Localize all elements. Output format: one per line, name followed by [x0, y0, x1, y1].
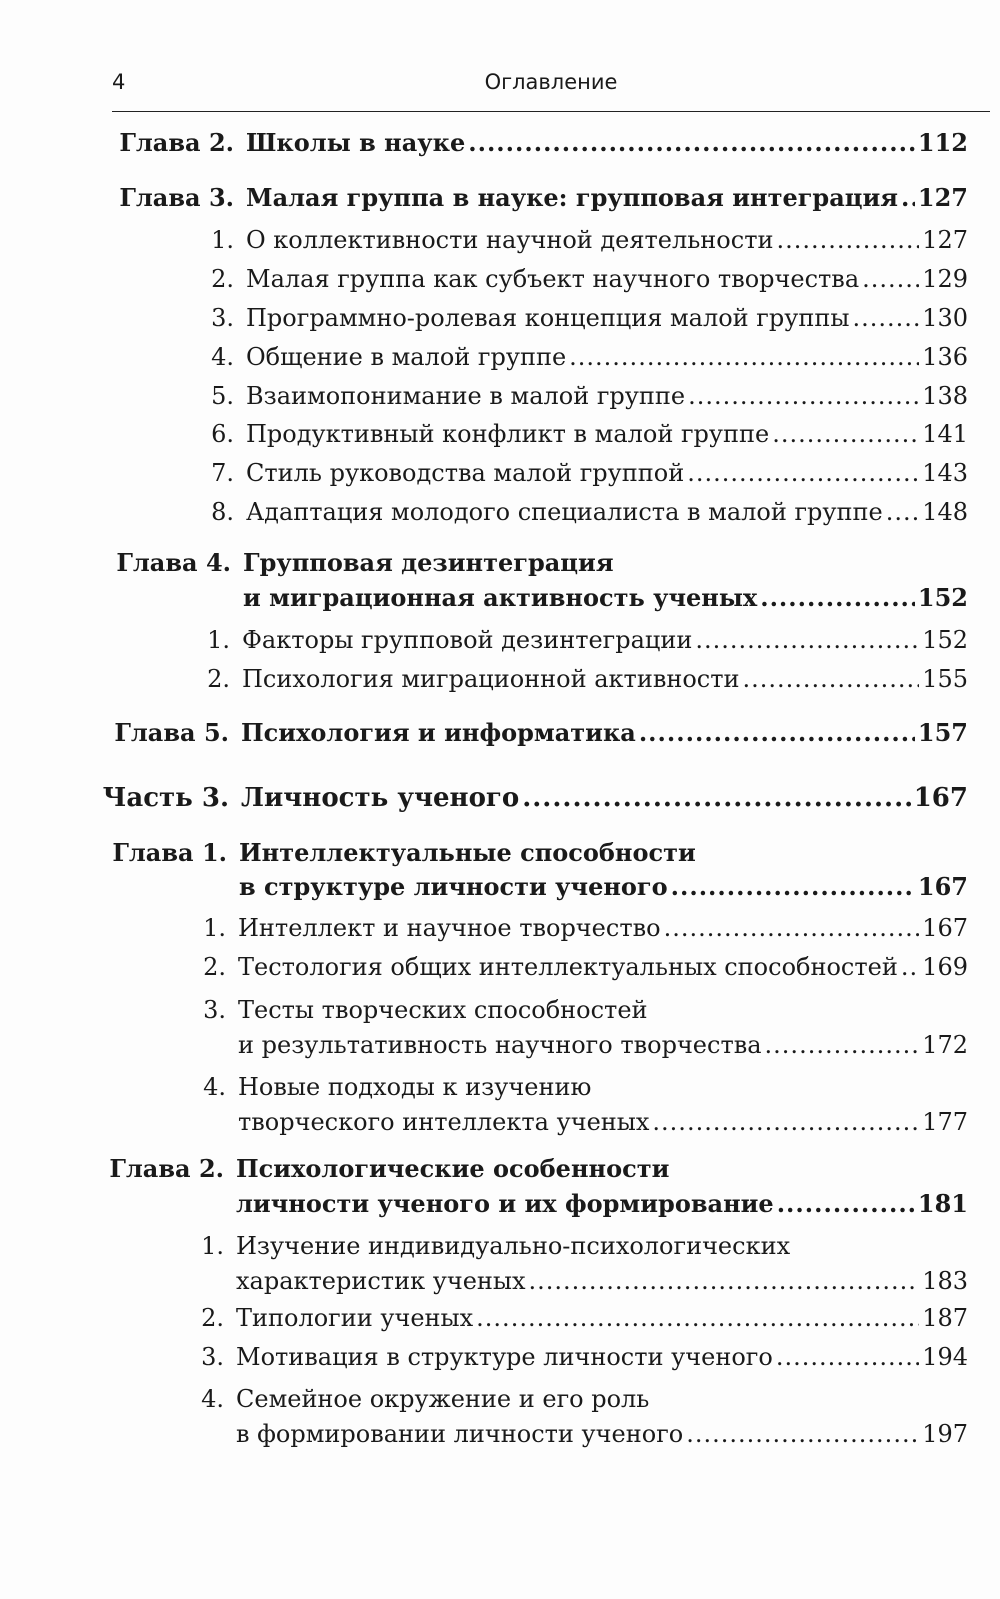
toc-entry-leader-row — [236, 1267, 968, 1295]
toc-page-number: 167 — [917, 872, 968, 901]
toc-entry-leader-row — [241, 783, 968, 813]
toc-entry-title: О коллективности научной деятельности — [246, 226, 774, 254]
toc-entry-title: Интеллект и научное творчество — [238, 914, 661, 942]
toc-entry-leader-row — [246, 265, 968, 293]
dot-leader — [765, 1031, 920, 1059]
toc-entry-title: в формировании личности ученого — [236, 1420, 684, 1448]
toc-entry-title-line: Групповая дезинтеграция — [243, 548, 614, 577]
dot-leader — [901, 953, 919, 981]
toc-entry-label: 4. — [203, 1073, 226, 1101]
toc-entry-title: Тестология общих интеллектуальных способностей — [238, 953, 898, 981]
toc-entry-title: Стиль руководства малой группой — [246, 459, 685, 487]
toc-entry-leader-row — [243, 583, 968, 612]
toc-entry-label: 2. — [211, 265, 234, 293]
toc-entry-leader-row — [246, 343, 968, 371]
toc-entry-leader-row — [241, 718, 968, 747]
toc-page-number: 157 — [917, 718, 968, 747]
toc-page-number: 127 — [922, 226, 968, 254]
toc-entry-title: личности ученого и их формирование — [236, 1189, 774, 1218]
toc-entry-label: 5. — [211, 382, 234, 410]
dot-leader — [639, 718, 915, 747]
toc-entry-leader-row — [242, 665, 968, 693]
toc-entry-label: 3. — [203, 996, 226, 1024]
toc-entry-title-line: Изучение индивидуально-психологических — [236, 1232, 791, 1260]
toc-page-number: 112 — [917, 128, 968, 157]
toc-entry-title: Личность ученого — [241, 783, 520, 813]
dot-leader — [886, 498, 919, 526]
toc-entry-title: Психология миграционной активности — [242, 665, 740, 693]
dot-leader — [776, 1343, 919, 1371]
dot-leader — [695, 626, 919, 654]
toc-entry-title-line: Новые подходы к изучению — [238, 1073, 592, 1101]
toc-entry-leader-row — [242, 626, 968, 654]
toc-entry-label: 7. — [211, 459, 234, 487]
toc-page-number: 169 — [922, 953, 968, 981]
toc-entry-leader-row — [246, 183, 968, 212]
dot-leader — [671, 872, 915, 901]
toc-entry-label: Глава 1. — [112, 838, 227, 867]
dot-leader — [522, 783, 911, 813]
toc-page-number: 181 — [917, 1189, 968, 1218]
toc-entry-title: Взаимопонимание в малой группе — [246, 382, 686, 410]
toc-entry-leader-row — [246, 498, 968, 526]
toc-entry-leader-row — [238, 914, 968, 942]
toc-entry-title: и результативность научного творчества — [238, 1031, 762, 1059]
toc-page-number: 152 — [917, 583, 968, 612]
toc-entry-label: Глава 3. — [119, 183, 234, 212]
dot-leader — [772, 420, 919, 448]
toc-entry-title-line: Тесты творческих способностей — [238, 996, 648, 1024]
running-title: Оглавление — [484, 70, 618, 94]
toc-page-number: 141 — [922, 420, 968, 448]
dot-leader — [852, 304, 919, 332]
page-number: 4 — [112, 70, 126, 94]
toc-entry-label: 1. — [201, 1232, 224, 1260]
toc-entry-title: Общение в малой группе — [246, 343, 567, 371]
toc-entry-leader-row — [236, 1420, 968, 1448]
toc-entry-leader-row — [246, 226, 968, 254]
toc-entry-label: 1. — [203, 914, 226, 942]
toc-entry-title: Факторы групповой дезинтеграции — [242, 626, 693, 654]
toc-entry-leader-row — [246, 459, 968, 487]
toc-entry-title-line: Психологические особенности — [236, 1154, 670, 1183]
toc-page-number: 136 — [922, 343, 968, 371]
toc-entry-leader-row — [238, 1108, 968, 1136]
toc-entry-label: 8. — [211, 498, 234, 526]
toc-entry-title: Программно-ролевая концепция малой группы — [246, 304, 850, 332]
toc-entry-leader-row — [246, 304, 968, 332]
toc-entry-label: 1. — [211, 226, 234, 254]
dot-leader — [664, 914, 920, 942]
toc-page-number: 143 — [922, 459, 968, 487]
toc-entry-label: 4. — [201, 1385, 224, 1413]
toc-page-number: 167 — [913, 783, 968, 813]
dot-leader — [686, 1420, 919, 1448]
dot-leader — [760, 583, 915, 612]
toc-entry-label: 1. — [207, 626, 230, 654]
toc-entry-title: в структуре личности ученого — [239, 872, 668, 901]
toc-page-number: 194 — [922, 1343, 968, 1371]
toc-entry-title: Малая группа как субъект научного творчества — [246, 265, 860, 293]
toc-page-number: 130 — [922, 304, 968, 332]
toc-page-number: 129 — [922, 265, 968, 293]
dot-leader — [862, 265, 919, 293]
toc-entry-title: Школы в науке — [246, 128, 466, 157]
toc-page-number: 148 — [922, 498, 968, 526]
dot-leader — [901, 183, 915, 212]
toc-entry-title: и миграционная активность ученых — [243, 583, 758, 612]
dot-leader — [652, 1108, 919, 1136]
toc-entry-leader-row — [236, 1189, 968, 1218]
toc-entry-label: 2. — [207, 665, 230, 693]
toc-page-number: 152 — [922, 626, 968, 654]
toc-entry-label: Глава 4. — [116, 548, 231, 577]
toc-page-number: 167 — [922, 914, 968, 942]
toc-entry-title: Мотивация в структуре личности ученого — [236, 1343, 773, 1371]
toc-page-number: 177 — [922, 1108, 968, 1136]
toc-entry-label: Глава 2. — [119, 128, 234, 157]
toc-entry-title-line: Интеллектуальные способности — [239, 838, 696, 867]
toc-entry-title-line: Семейное окружение и его роль — [236, 1385, 650, 1413]
toc-entry-leader-row — [238, 1031, 968, 1059]
toc-page-number: 197 — [922, 1420, 968, 1448]
dot-leader — [569, 343, 919, 371]
toc-page-number: 138 — [922, 382, 968, 410]
dot-leader — [468, 128, 915, 157]
toc-entry-label: 2. — [203, 953, 226, 981]
toc-entry-title: Психология и информатика — [241, 718, 636, 747]
toc-page-number: 155 — [922, 665, 968, 693]
dot-leader — [687, 459, 919, 487]
toc-entry-label: Глава 2. — [109, 1154, 224, 1183]
toc-entry-leader-row — [246, 420, 968, 448]
toc-entry-title: Малая группа в науке: групповая интеграция — [246, 183, 899, 212]
toc-entry-leader-row — [238, 953, 968, 981]
toc-entry-label: 6. — [211, 420, 234, 448]
toc-entry-leader-row — [236, 1304, 968, 1332]
toc-entry-label: 3. — [211, 304, 234, 332]
toc-entry-title: характеристик ученых — [236, 1267, 526, 1295]
dot-leader — [529, 1267, 920, 1295]
running-head — [112, 70, 990, 102]
toc-page-number: 187 — [922, 1304, 968, 1332]
toc-entry-leader-row — [239, 872, 968, 901]
dot-leader — [777, 1189, 915, 1218]
toc-entry-title: Типологии ученых — [236, 1304, 474, 1332]
toc-entry-label: Часть 3. — [102, 783, 229, 813]
dot-leader — [688, 382, 919, 410]
toc-entry-leader-row — [246, 128, 968, 157]
toc-entry-label: 4. — [211, 343, 234, 371]
toc-page-number: 172 — [922, 1031, 968, 1059]
dot-leader — [743, 665, 920, 693]
toc-page-number: 183 — [922, 1267, 968, 1295]
toc-entry-label: Глава 5. — [114, 718, 229, 747]
toc-entry-title: Адаптация молодого специалиста в малой группе — [246, 498, 883, 526]
dot-leader — [476, 1304, 919, 1332]
dot-leader — [776, 226, 919, 254]
toc-page-number: 127 — [917, 183, 968, 212]
toc-entry-label: 3. — [201, 1343, 224, 1371]
header-rule — [112, 111, 990, 112]
toc-entry-title: Продуктивный конфликт в малой группе — [246, 420, 770, 448]
toc-entry-leader-row — [246, 382, 968, 410]
toc-entry-title: творческого интеллекта ученых — [238, 1108, 650, 1136]
toc-entry-label: 2. — [201, 1304, 224, 1332]
toc-entry-leader-row — [236, 1343, 968, 1371]
